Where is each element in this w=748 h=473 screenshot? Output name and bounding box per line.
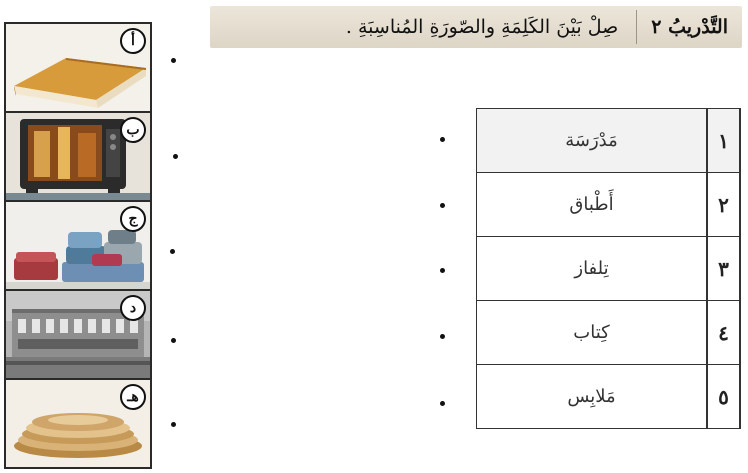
- word-cell[interactable]: أَطْباق: [477, 173, 707, 237]
- header-divider: [636, 10, 637, 44]
- picture-school[interactable]: [6, 291, 150, 380]
- word-dot-5[interactable]: [440, 401, 445, 406]
- word-row: [477, 173, 741, 237]
- word-row: [477, 109, 741, 173]
- picture-label: ج: [120, 206, 146, 232]
- word-cell[interactable]: كِتاب: [477, 301, 707, 365]
- word-row: [477, 301, 741, 365]
- picture-label: ب: [120, 117, 146, 143]
- picture-dot-d[interactable]: [171, 338, 176, 343]
- word-number: ١: [707, 109, 741, 173]
- exercise-header: [210, 6, 742, 48]
- word-row: [477, 237, 741, 301]
- exercise-title: التَّدْريبُ ٢: [651, 16, 728, 38]
- picture-dot-a[interactable]: [171, 58, 176, 63]
- word-table: [476, 108, 741, 429]
- word-cell[interactable]: مَدْرَسَة: [477, 109, 707, 173]
- picture-label: أ: [120, 28, 146, 54]
- picture-column: [4, 22, 152, 469]
- word-dot-1[interactable]: [440, 137, 445, 142]
- picture-dot-c[interactable]: [170, 249, 175, 254]
- picture-label: د: [120, 295, 146, 321]
- word-number: ٥: [707, 365, 741, 429]
- word-cell[interactable]: تِلفاز: [477, 237, 707, 301]
- word-cell[interactable]: مَلابِس: [477, 365, 707, 429]
- word-number: ٢: [707, 173, 741, 237]
- picture-television[interactable]: [6, 113, 150, 202]
- word-dot-2[interactable]: [440, 203, 445, 208]
- exercise-instruction: صِلْ بَيْنَ الكَلِمَةِ والصّورَةِ المُناسِبَةِ .: [345, 16, 619, 38]
- word-number: ٣: [707, 237, 741, 301]
- picture-book[interactable]: [6, 24, 150, 113]
- word-dot-3[interactable]: [440, 268, 445, 273]
- picture-label: هـ: [120, 384, 146, 410]
- word-row: [477, 365, 741, 429]
- picture-dot-b[interactable]: [173, 154, 178, 159]
- word-dot-4[interactable]: [440, 334, 445, 339]
- picture-clothes[interactable]: [6, 202, 150, 291]
- picture-plates[interactable]: [6, 380, 150, 467]
- word-number: ٤: [707, 301, 741, 365]
- picture-dot-e[interactable]: [171, 422, 176, 427]
